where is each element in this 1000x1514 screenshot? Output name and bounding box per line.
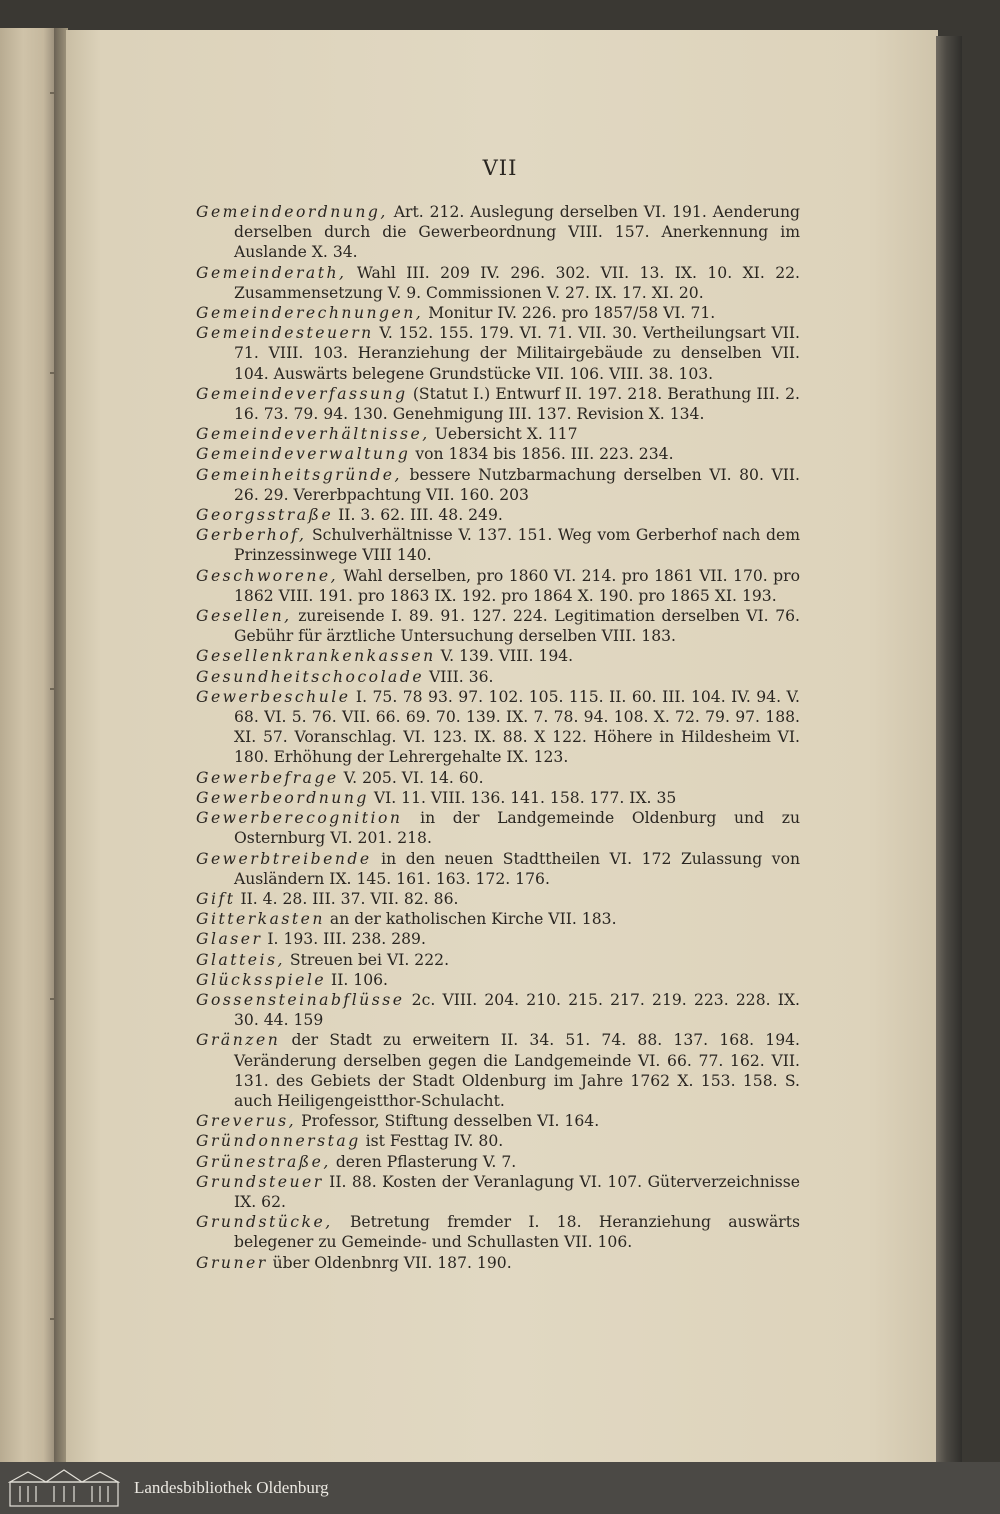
index-term: Gewerberecognition (196, 809, 403, 828)
footer-bar (0, 1462, 1000, 1514)
index-term: Geschworene, (196, 566, 339, 585)
index-term: Gemeindeordnung, (196, 203, 388, 221)
index-references: der Stadt zu erweitern II. 34. 51. 74. 88. 137. 168. 194. Veränderung derselben gegen die Landgemeinde VI. 66. 77. 162. VII. 131. des Gebiets der Stadt Oldenburg im Jahre 1762 X. 153. 158. S. auch Heiligengeistthor-Schulacht. (234, 1031, 800, 1110)
index-entry (196, 1111, 800, 1131)
index-entry (196, 808, 800, 848)
index-references: II. 4. 28. III. 37. VII. 82. 86. (235, 889, 459, 908)
index-term: Gemeinheitsgründe, (196, 465, 402, 484)
page-edge (936, 36, 962, 1462)
index-entry (196, 889, 800, 909)
index-entry (196, 1152, 800, 1172)
index-entry (196, 424, 800, 444)
left-page-edge (0, 28, 58, 1462)
index-entry (196, 1172, 800, 1212)
index-term: Greverus, (196, 1112, 297, 1131)
index-term: Gruner (196, 1253, 268, 1272)
index-references: Schulverhältnisse V. 137. 151. Weg vom Gerberhof nach dem Prinzessinwege VIII 140. (234, 526, 800, 565)
index-references: I. 193. III. 238. 289. (262, 930, 426, 949)
index-entry (196, 950, 800, 970)
index-references: Wahl derselben, pro 1860 VI. 214. pro 1861 VII. 170. pro 1862 VIII. 191. pro 1863 IX. 192. pro 1864 X. 190. pro 1865 XI. 193. (234, 566, 800, 605)
index-term: Gesellenkrankenkassen (196, 647, 436, 666)
index-term: Gemeinderechnungen, (196, 304, 424, 323)
index-entry (196, 202, 800, 263)
index-list (196, 202, 800, 1273)
page-number: VII (482, 156, 518, 180)
index-term: Gift (196, 889, 236, 908)
index-entry (196, 1212, 800, 1252)
index-references: ist Festtag IV. 80. (360, 1132, 504, 1151)
index-term: Grünestraße, (196, 1152, 331, 1171)
index-term: Glatteis, (196, 950, 285, 969)
index-term: Gemeindeverfassung (196, 384, 408, 403)
index-references: deren Pflasterung V. 7. (330, 1152, 517, 1171)
index-entry (196, 606, 800, 646)
library-name: Landesbibliothek Oldenburg (134, 1478, 329, 1497)
index-references: 2c. VIII. 204. 210. 215. 217. 219. 223. 228. IX. 30. 44. 159 (234, 990, 800, 1030)
index-entry (196, 929, 800, 949)
index-term: Gemeindeverwaltung (196, 445, 411, 464)
index-references: Art. 212. Auslegung derselben VI. 191. Aenderung derselben durch die Gewerbeordnung VIII. 157. Anerkennung im Auslande X. 34. (234, 203, 800, 262)
index-references: V. 205. VI. 14. 60. (338, 768, 484, 787)
index-references: V. 152. 155. 179. VI. 71. VII. 30. Vertheilungsart VII. 71. VIII. 103. Heranziehung der Militairgebäude zu denselben VII. 104. Auswärts belegene Grundstücke VII. 106. VIII. 38. 103. (234, 324, 800, 383)
index-entry (196, 384, 800, 424)
index-references: II. 3. 62. III. 48. 249. (333, 506, 503, 525)
index-references: Uebersicht X. 117 (429, 425, 578, 444)
index-references: VI. 11. VIII. 136. 141. 158. 177. IX. 35 (368, 788, 677, 807)
index-entry (196, 1131, 800, 1151)
index-references: in der Landgemeinde Oldenburg und zu Osternburg VI. 201. 218. (234, 809, 800, 848)
index-term: Gesundheitschocolade (196, 667, 425, 686)
index-term: Gewerbtreibende (196, 849, 372, 868)
index-entry (196, 788, 800, 808)
index-entry (196, 667, 800, 687)
index-entry (196, 444, 800, 464)
index-term: Gemeindeverhältnisse, (196, 425, 430, 444)
index-references: V. 139. VIII. 194. (435, 647, 574, 666)
index-references: in den neuen Stadttheilen VI. 172 Zulassung von Ausländern IX. 145. 161. 163. 172. 176. (234, 849, 800, 888)
index-entry (196, 303, 800, 323)
index-entry (196, 909, 800, 929)
index-entry (196, 566, 800, 606)
index-entry (196, 646, 800, 666)
index-term: Gitterkasten (196, 910, 325, 929)
index-entry (196, 990, 800, 1030)
library-building-icon (8, 1468, 120, 1508)
index-references: I. 75. 78 93. 97. 102. 105. 115. II. 60. III. 104. IV. 94. V. 68. VI. 5. 76. VII. 66. 69. 70. 139. IX. 7. 78. 94. 108. X. 72. 79. 97. 188. XI. 57. Voranschlag. VI. 123. IX. 88. X 122. Höhere in Hildesheim VI. 180. Erhöhung der Lehrergehalte IX. 123. (234, 687, 800, 767)
index-references: II. 88. Kosten der Veranlagung VI. 107. Güterverzeichnisse IX. 62. (234, 1172, 800, 1211)
index-references: Betretung fremder I. 18. Heranziehung auswärts belegener zu Gemeinde- und Schullasten VII. 106. (234, 1213, 800, 1252)
index-references: über Oldenbnrg VII. 187. 190. (267, 1253, 512, 1272)
index-entry (196, 263, 800, 303)
index-term: Gemeindesteuern (196, 324, 374, 343)
index-term: Grundstücke, (196, 1213, 333, 1232)
index-entry (196, 1253, 800, 1273)
index-entry (196, 1030, 800, 1111)
index-references: bessere Nutzbarmachung derselben VI. 80. VII. 26. 29. Vererbpachtung VII. 160. 203 (234, 465, 800, 504)
index-term: Gossensteinabflüsse (196, 990, 405, 1009)
index-term: Grundsteuer (196, 1172, 324, 1191)
index-references: Streuen bei VI. 222. (284, 950, 450, 969)
index-term: Gerberhof, (196, 526, 307, 545)
index-entry (196, 525, 800, 565)
index-references: VIII. 36. (424, 667, 494, 686)
index-term: Gewerbeschule (196, 687, 351, 706)
index-term: Glücksspiele (196, 970, 327, 989)
index-references: II. 106. (326, 970, 389, 989)
index-entry (196, 505, 800, 525)
index-term: Gränzen (196, 1031, 281, 1050)
index-term: Glaser (196, 930, 263, 949)
index-references: zureisende I. 89. 91. 127. 224. Legitimation derselben VI. 76. Gebühr für ärztliche Untersuchung derselben VIII. 183. (234, 607, 800, 646)
index-references: Monitur IV. 226. pro 1857/58 VI. 71. (423, 304, 716, 323)
index-references: (Statut I.) Entwurf II. 197. 218. Berathung III. 2. 16. 73. 79. 94. 130. Genehmigung III. 137. Revision X. 134. (234, 384, 800, 424)
index-term: Gewerbeordnung (196, 788, 369, 807)
index-references: Professor, Stiftung desselben VI. 164. (296, 1112, 600, 1131)
index-entry (196, 465, 800, 505)
index-term: Gemeinderath, (196, 263, 347, 282)
index-entry (196, 323, 800, 384)
index-references: an der katholischen Kirche VII. 183. (324, 910, 617, 929)
index-entry (196, 768, 800, 788)
index-references: Wahl III. 209 IV. 296. 302. VII. 13. IX. 10. XI. 22. Zusammensetzung V. 9. Commissionen V. 27. IX. 17. XI. 20. (234, 263, 800, 302)
index-entry (196, 970, 800, 990)
index-references: von 1834 bis 1856. III. 223. 234. (410, 445, 674, 464)
index-term: Gründonnerstag (196, 1132, 361, 1151)
index-entry (196, 687, 800, 768)
index-entry (196, 849, 800, 889)
index-term: Gewerbefrage (196, 768, 339, 787)
index-term: Gesellen, (196, 607, 292, 626)
index-term: Georgsstraße (196, 506, 334, 525)
